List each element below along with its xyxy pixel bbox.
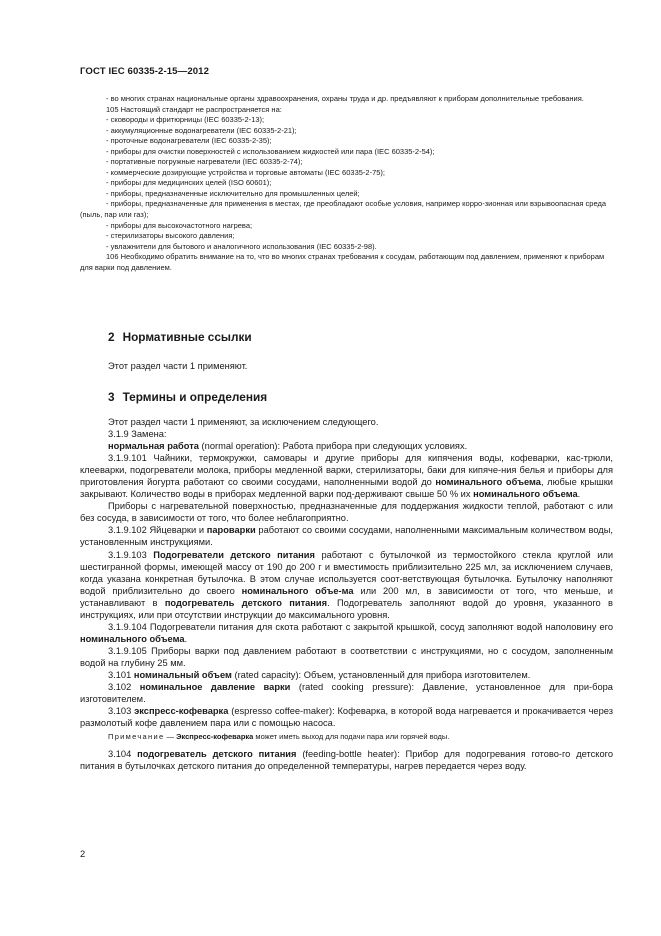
section-3-body: [80, 416, 613, 772]
term: номинальный объем: [133, 669, 232, 680]
clause-3-1-9-104: 3.1.9.104 Подогреватели питания для скота работают с закрытой крышкой, сосуд заполняют водой наполовину его номинального объема.: [80, 621, 613, 644]
clause-3-104: 3.104 подогреватель детского питания (feeding-bottle heater): Прибор для подогревания готово-го детского питания в бутылочках детского питания до определенной температуры, нагрев передается через воду.: [80, 749, 613, 772]
scope-line: - увлажнители для бытового и аналогичного использования (IEC 60335-2-98).: [106, 241, 377, 251]
document-header: ГОСТ IEC 60335-2-15—2012: [80, 66, 210, 77]
clause-3-103: 3.103 экспресс-кофеварка (espresso coffee-maker): Кофеварка, в которой вода нагревается и прокачивается через размолотый кофе давлением пара или с помощью насоса.: [80, 706, 613, 729]
scope-line: - стерилизаторы высокого давления;: [106, 231, 235, 241]
scope-line: - коммерческие дозирующие устройства и торговые автоматы (IEC 60335-2-75);: [106, 167, 386, 177]
term: Экспресс-кофеварка: [176, 732, 254, 742]
scope-line: - аккумуляционные водонагреватели (IEC 60335-2-21);: [106, 125, 297, 135]
scope-line: - во многих странах национальные органы здравоохранения, охраны труда и др. предъявляют к приборам дополнительные требования.: [106, 94, 584, 103]
page-number: 2: [80, 849, 86, 859]
scope-line: - приборы, предназначенные исключительно для промышленных целей;: [106, 188, 360, 198]
scope-exclusions-block: [80, 94, 613, 273]
term: нормальная работа: [108, 441, 199, 452]
term: подогреватель детского питания: [137, 749, 297, 760]
section-number: 2: [108, 330, 115, 344]
clause-3-102: 3.102 номинальное давление варки (rated cooking pressure): Давление, установленное для при-бора изготовителем.: [80, 682, 613, 705]
clause-3-1-9-103: 3.1.9.103 Подогреватели детского питания работают с бутылочкой из термостойкого стекла круглой или шестигранной формы, имеющей массу от 190 до 200 г и вместимость приблизительно 225 мл, за исключением случаев, когда указана конкретная бутылочка. В этом случае используется соот-ветствующая бутылочка. Бутылочку наполняют водой приблизительно до своего номинального объе-ма или 200 мл, в зависимости от того, что меньше, и устанавливают в подогреватель детского питания. Подогреватель заполняют водой до уровня, указанного в инструкциях, или при отсутствии инструкции до максимального уровня.: [80, 549, 614, 620]
scope-line: - сковороды и фритюрницы (IEC 60335-2-13);: [106, 115, 265, 125]
section-3-heading: [108, 390, 267, 404]
term: пароварки: [206, 525, 256, 536]
scope-line: - портативные погружные нагреватели (IEC 60335-2-74);: [106, 157, 303, 167]
section-title: Термины и определения: [122, 390, 268, 404]
replace-clause: 3.1.9 Замена:: [108, 429, 167, 440]
note: Примечание — Экспресс-кофеварка может иметь выход для подачи пара или горячей воды.: [108, 732, 450, 742]
section-2-text: Этот раздел части 1 применяют.: [108, 361, 248, 371]
clause-3-1-9-105: 3.1.9.105 Приборы варки под давлением работают в соответствии с инструкциями, но с сосудом, заполненным водой на глубину 25 мм.: [80, 645, 613, 668]
scope-line: - приборы, предназначенные для применения в местах, где преобладают особые условия, например корро-зионная или взрывоопасная среда (пыль, пар или газ);: [80, 199, 607, 220]
term: номинального объема: [435, 477, 541, 488]
heated-surface-paragraph: Приборы с нагревательной поверхностью, предназначенные для поддержания жидкости теплой, работают с или без сосуда, в зависимости от того, что более неблагоприятно.: [80, 501, 613, 524]
clause-3-1-9-101: 3.1.9.101 Чайники, термокружки, самовары и другие приборы для кипячения воды, кофеварки, кас-трюли, клееварки, подогреватели молока, приборы медленной варки, стерилизаторы, баки для кипяче-ния белья и приборы для приготовления йогурта работают со своими сосудами, наполненными водой до номинального объема, любые крышки закрывают. Количество воды в приборах медленной варки под-держивают свыше 50 % их номинального объема.: [80, 453, 613, 500]
scope-line: - приборы для медицинских целей (ISO 60601);: [106, 178, 272, 188]
term: Подогреватели детского питания: [153, 549, 315, 560]
section-title: Нормативные ссылки: [122, 330, 252, 344]
scope-line: - проточные водонагреватели (IEC 60335-2-35);: [106, 136, 272, 146]
term: подогреватель детского питания: [164, 597, 328, 608]
term: экспресс-кофеварка: [134, 706, 229, 717]
term: номинального объема: [80, 633, 185, 644]
section-2-heading: [108, 330, 252, 344]
definition-normal-operation: нормальная работа (normal operation): Работа прибора при следующих условиях.: [108, 441, 468, 452]
clause-3-1-9-102: 3.1.9.102 Яйцеварки и пароварки работают со своими сосудами, наполненными максимальным количеством воды, установленным инструкциями.: [80, 525, 613, 548]
scope-line: - приборы для высокочастотного нагрева;: [106, 220, 253, 230]
section-3-intro: Этот раздел части 1 применяют, за исключением следующего.: [108, 417, 379, 427]
scope-line: - приборы для очистки поверхностей с использованием жидкостей или пара (IEC 60335-2-54);: [106, 146, 435, 156]
scope-line: 105 Настоящий стандарт не распространяется на:: [106, 104, 282, 114]
term: номинального объема: [473, 489, 578, 500]
note-label: Примечание: [108, 732, 165, 742]
clause-3-101: 3.101 номинальный объем (rated capacity): Объем, установленный для прибора изготовителем.: [108, 669, 531, 680]
term: номинальное давление варки: [139, 682, 291, 693]
section-number: 3: [108, 390, 115, 404]
scope-line: 106 Необходимо обратить внимание на то, что во многих странах требования к сосудам, работающим под давлением, применяют к приборам для варки под давлением.: [80, 252, 605, 272]
term: номинального объе-ма: [241, 585, 354, 596]
